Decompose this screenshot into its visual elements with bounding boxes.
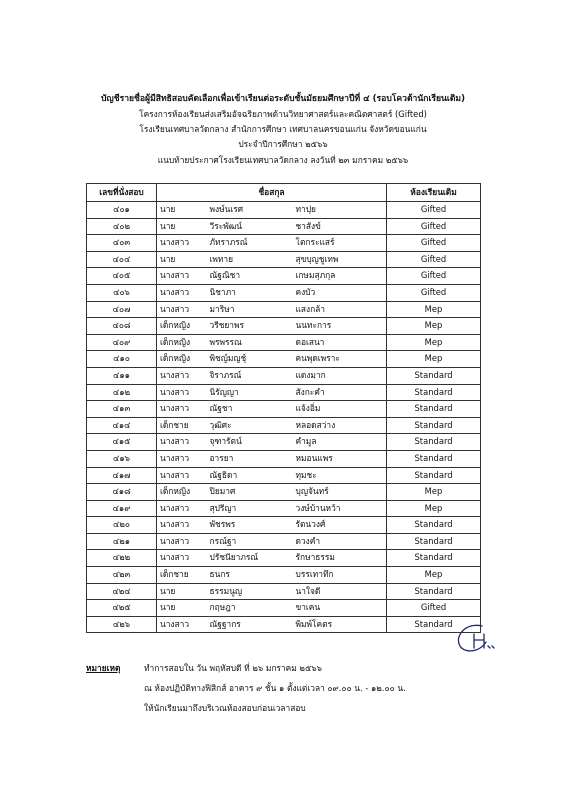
prefix-cell: นางสาว bbox=[157, 517, 207, 534]
prefix-cell: นางสาว bbox=[157, 268, 207, 285]
prefix-cell: นางสาว bbox=[157, 450, 207, 467]
seat-cell: ๔๒๕ bbox=[87, 600, 157, 617]
table-row bbox=[87, 434, 481, 451]
room-cell: Gifted bbox=[387, 268, 481, 285]
room-cell: Mep bbox=[387, 500, 481, 517]
document-title: บัญชีรายชื่อผู้มีสิทธิสอบคัดเลือกเพื่อเข้าเรียนต่อระดับชั้นมัธยมศึกษาปีที่ ๔ (รอบโควต้านักเรียนเดิม) bbox=[100, 94, 466, 104]
prefix-cell: นางสาว bbox=[157, 533, 207, 550]
announcement-line: แนบท้ายประกาศโรงเรียนเทศบาลวัดกลาง ลงวันที่ ๒๓ มกราคม ๒๕๖๖ bbox=[157, 154, 409, 165]
table-row bbox=[87, 202, 481, 219]
room-cell: Mep bbox=[387, 351, 481, 368]
last-name-cell: วงษ์บ้านหว้า bbox=[293, 500, 387, 517]
prefix-cell: นางสาว bbox=[157, 616, 207, 633]
first-name-cell: สุปรีญา bbox=[207, 500, 293, 517]
prefix-cell: นางสาว bbox=[157, 301, 207, 318]
seat-cell: ๔๐๑ bbox=[87, 202, 157, 219]
seat-cell: ๔๐๗ bbox=[87, 301, 157, 318]
first-name-cell: ธนกร bbox=[207, 567, 293, 584]
last-name-cell: ขาเคน bbox=[293, 600, 387, 617]
prefix-cell: นางสาว bbox=[157, 434, 207, 451]
room-cell: Gifted bbox=[387, 600, 481, 617]
table-row bbox=[87, 600, 481, 617]
first-name-cell: พัชรพร bbox=[207, 517, 293, 534]
room-cell: Standard bbox=[387, 533, 481, 550]
prefix-cell: นาย bbox=[157, 600, 207, 617]
table-row bbox=[87, 284, 481, 301]
table-row bbox=[87, 318, 481, 335]
table-row bbox=[87, 417, 481, 434]
room-cell: Gifted bbox=[387, 235, 481, 252]
first-name-cell: จุฑารัตน์ bbox=[207, 434, 293, 451]
table-row bbox=[87, 500, 481, 517]
notes-arrival-instruction: ให้นักเรียนมาถึงบริเวณห้องสอบก่อนเวลาสอบ bbox=[144, 703, 306, 713]
column-header-name: ชื่อสกุล bbox=[157, 184, 387, 202]
seat-cell: ๔๒๓ bbox=[87, 567, 157, 584]
last-name-cell: สังกะคำ bbox=[293, 384, 387, 401]
table-row bbox=[87, 484, 481, 501]
room-cell: Standard bbox=[387, 450, 481, 467]
last-name-cell: โตกระแสร์ bbox=[293, 235, 387, 252]
last-name-cell: แจ้งอิ่ม bbox=[293, 401, 387, 418]
seat-cell: ๔๑๑ bbox=[87, 367, 157, 384]
first-name-cell: ณัฐณิชา bbox=[207, 268, 293, 285]
first-name-cell: กรณ์ฐา bbox=[207, 533, 293, 550]
last-name-cell: แดงมาก bbox=[293, 367, 387, 384]
signature-mark bbox=[452, 622, 498, 656]
table-row bbox=[87, 351, 481, 368]
prefix-cell: นางสาว bbox=[157, 235, 207, 252]
last-name-cell: คำมูล bbox=[293, 434, 387, 451]
seat-cell: ๔๐๕ bbox=[87, 268, 157, 285]
table-row bbox=[87, 450, 481, 467]
first-name-cell: ปิยมาศ bbox=[207, 484, 293, 501]
last-name-cell: แสงกล้า bbox=[293, 301, 387, 318]
first-name-cell: วีระพัฒน์ bbox=[207, 218, 293, 235]
table-row bbox=[87, 218, 481, 235]
table-row bbox=[87, 401, 481, 418]
table-row bbox=[87, 550, 481, 567]
prefix-cell: นาย bbox=[157, 583, 207, 600]
prefix-cell: เด็กหญิง bbox=[157, 318, 207, 335]
room-cell: Mep bbox=[387, 334, 481, 351]
program-line: โครงการห้องเรียนส่งเสริมอัจฉริยภาพด้านวิทยาศาสตร์และคณิตศาสตร์ (Gifted) bbox=[139, 109, 427, 119]
room-cell: Standard bbox=[387, 384, 481, 401]
school-line: โรงเรียนเทศบาลวัดกลาง สำนักการศึกษา เทศบาลนครขอนแก่น จังหวัดขอนแก่น bbox=[139, 124, 427, 135]
notes-exam-date: ทำการสอบใน วัน พฤหัสบดี ที่ ๒๖ มกราคม ๒๕๖๖ bbox=[144, 663, 322, 673]
prefix-cell: นางสาว bbox=[157, 550, 207, 567]
last-name-cell: รักษาธรรม bbox=[293, 550, 387, 567]
last-name-cell: รัตนวงศ์ bbox=[293, 517, 387, 534]
document-header bbox=[60, 92, 506, 168]
last-name-cell: ชาสังข์ bbox=[293, 218, 387, 235]
seat-cell: ๔๐๒ bbox=[87, 218, 157, 235]
room-cell: Mep bbox=[387, 318, 481, 335]
prefix-cell: นางสาว bbox=[157, 401, 207, 418]
column-header-room: ห้องเรียนเดิม bbox=[387, 184, 481, 202]
table-row bbox=[87, 616, 481, 633]
seat-cell: ๔๒๒ bbox=[87, 550, 157, 567]
prefix-cell: เด็กหญิง bbox=[157, 351, 207, 368]
last-name-cell: คนพุดเพราะ bbox=[293, 351, 387, 368]
seat-cell: ๔๑๕ bbox=[87, 434, 157, 451]
first-name-cell: มาริษา bbox=[207, 301, 293, 318]
room-cell: Gifted bbox=[387, 284, 481, 301]
table-row bbox=[87, 533, 481, 550]
room-cell: Standard bbox=[387, 517, 481, 534]
last-name-cell: หลอดสว่าง bbox=[293, 417, 387, 434]
seat-cell: ๔๒๐ bbox=[87, 517, 157, 534]
first-name-cell: ภัทราภรณ์ bbox=[207, 235, 293, 252]
prefix-cell: เด็กหญิง bbox=[157, 484, 207, 501]
table-row bbox=[87, 567, 481, 584]
column-header-seat: เลขที่นั่งสอบ bbox=[87, 184, 157, 202]
seat-cell: ๔๐๙ bbox=[87, 334, 157, 351]
last-name-cell: ดวงคำ bbox=[293, 533, 387, 550]
room-cell: Mep bbox=[387, 301, 481, 318]
seat-cell: ๔๑๔ bbox=[87, 417, 157, 434]
room-cell: Standard bbox=[387, 467, 481, 484]
prefix-cell: เด็กชาย bbox=[157, 417, 207, 434]
last-name-cell: สุขบุญชูเทพ bbox=[293, 251, 387, 268]
seat-cell: ๔๑๙ bbox=[87, 500, 157, 517]
room-cell: Standard bbox=[387, 367, 481, 384]
prefix-cell: นางสาว bbox=[157, 500, 207, 517]
seat-cell: ๔๑๖ bbox=[87, 450, 157, 467]
first-name-cell: จิราภรณ์ bbox=[207, 367, 293, 384]
prefix-cell: นางสาว bbox=[157, 384, 207, 401]
last-name-cell: ดอเสนา bbox=[293, 334, 387, 351]
first-name-cell: อารยา bbox=[207, 450, 293, 467]
prefix-cell: นางสาว bbox=[157, 367, 207, 384]
table-row bbox=[87, 517, 481, 534]
seat-cell: ๔๒๖ bbox=[87, 616, 157, 633]
seat-cell: ๔๒๑ bbox=[87, 533, 157, 550]
prefix-cell: นางสาว bbox=[157, 284, 207, 301]
table-row bbox=[87, 235, 481, 252]
table-row bbox=[87, 301, 481, 318]
first-name-cell: วรีชยาพร bbox=[207, 318, 293, 335]
seat-cell: ๔๑๐ bbox=[87, 351, 157, 368]
first-name-cell: พรพรรณ bbox=[207, 334, 293, 351]
seat-cell: ๔๐๖ bbox=[87, 284, 157, 301]
table-row bbox=[87, 268, 481, 285]
first-name-cell: วุฒิศะ bbox=[207, 417, 293, 434]
table-row bbox=[87, 334, 481, 351]
first-name-cell: พงษ์นเรศ bbox=[207, 202, 293, 219]
first-name-cell: พิชญ์มญชุ์ bbox=[207, 351, 293, 368]
first-name-cell: ปรัชนียาภรณ์ bbox=[207, 550, 293, 567]
table-header-row bbox=[87, 184, 481, 202]
seat-cell: ๔๐๓ bbox=[87, 235, 157, 252]
prefix-cell: นาย bbox=[157, 202, 207, 219]
notes-exam-location: ณ ห้องปฏิบัติทางฟิสิกส์ อาคาร ๙ ชั้น ๑ ตั้งแต่เวลา ๐๙.๐๐ น. - ๑๒.๐๐ น. bbox=[144, 683, 406, 693]
room-cell: Standard bbox=[387, 434, 481, 451]
table-row bbox=[87, 367, 481, 384]
candidate-table bbox=[86, 183, 481, 633]
first-name-cell: นิชาภา bbox=[207, 284, 293, 301]
last-name-cell: บรรเทาทึก bbox=[293, 567, 387, 584]
first-name-cell: ธรรมนูญ bbox=[207, 583, 293, 600]
room-cell: Gifted bbox=[387, 251, 481, 268]
room-cell: Mep bbox=[387, 484, 481, 501]
table-row bbox=[87, 583, 481, 600]
first-name-cell: นิรัญญา bbox=[207, 384, 293, 401]
room-cell: Standard bbox=[387, 583, 481, 600]
seat-cell: ๔๒๔ bbox=[87, 583, 157, 600]
table-row bbox=[87, 467, 481, 484]
notes-label: หมายเหตุ bbox=[86, 663, 121, 673]
table-row bbox=[87, 384, 481, 401]
last-name-cell: หมอนแพร bbox=[293, 450, 387, 467]
room-cell: Standard bbox=[387, 417, 481, 434]
room-cell: Standard bbox=[387, 401, 481, 418]
seat-cell: ๔๐๔ bbox=[87, 251, 157, 268]
table-body bbox=[87, 202, 481, 633]
seat-cell: ๔๑๓ bbox=[87, 401, 157, 418]
prefix-cell: เด็กชาย bbox=[157, 567, 207, 584]
room-cell: Standard bbox=[387, 616, 481, 633]
prefix-cell: นาย bbox=[157, 251, 207, 268]
first-name-cell: ณัฐชา bbox=[207, 401, 293, 418]
first-name-cell: กฤษฎา bbox=[207, 600, 293, 617]
last-name-cell: คงบัว bbox=[293, 284, 387, 301]
last-name-cell: พิมพ์โคตร bbox=[293, 616, 387, 633]
seat-cell: ๔๐๘ bbox=[87, 318, 157, 335]
room-cell: Gifted bbox=[387, 202, 481, 219]
seat-cell: ๔๑๗ bbox=[87, 467, 157, 484]
room-cell: Mep bbox=[387, 567, 481, 584]
prefix-cell: นาย bbox=[157, 218, 207, 235]
last-name-cell: เกษมสุภกุล bbox=[293, 268, 387, 285]
first-name-cell: ณัฐธิดา bbox=[207, 467, 293, 484]
last-name-cell: บุญจันทร์ bbox=[293, 484, 387, 501]
first-name-cell: ณัฐฐากร bbox=[207, 616, 293, 633]
table-row bbox=[87, 251, 481, 268]
prefix-cell: นางสาว bbox=[157, 467, 207, 484]
first-name-cell: เพทาย bbox=[207, 251, 293, 268]
last-name-cell: ทุมชะ bbox=[293, 467, 387, 484]
last-name-cell: นาใจดี bbox=[293, 583, 387, 600]
last-name-cell: นนทะการ bbox=[293, 318, 387, 335]
room-cell: Standard bbox=[387, 550, 481, 567]
prefix-cell: เด็กหญิง bbox=[157, 334, 207, 351]
seat-cell: ๔๑๒ bbox=[87, 384, 157, 401]
last-name-cell: ทาปุย bbox=[293, 202, 387, 219]
room-cell: Gifted bbox=[387, 218, 481, 235]
academic-year-line: ประจำปีการศึกษา ๒๕๖๖ bbox=[238, 139, 328, 150]
seat-cell: ๔๑๘ bbox=[87, 484, 157, 501]
